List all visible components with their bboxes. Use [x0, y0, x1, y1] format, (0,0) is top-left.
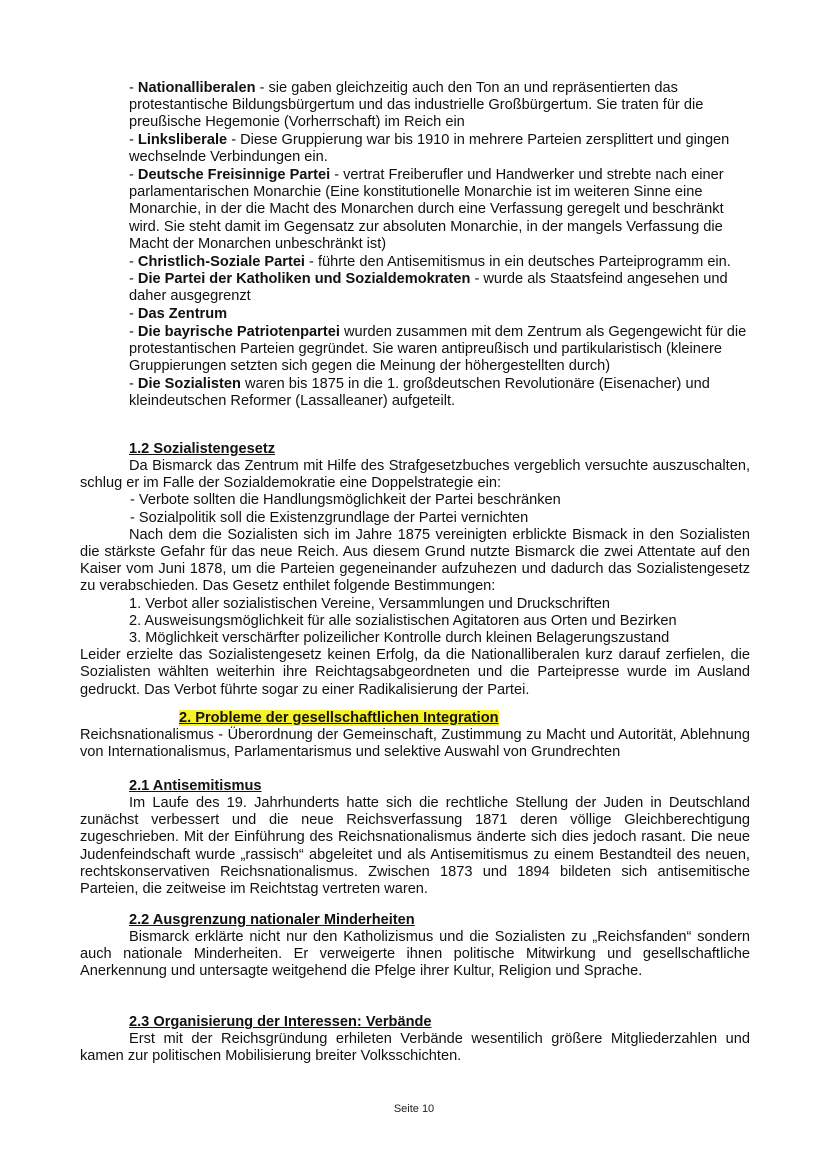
section-body: [80, 458, 750, 699]
party-list: [129, 80, 754, 411]
section-heading: [129, 1014, 432, 1031]
chapter-title: 2. Probleme der gesellschaftlichen Integration: [179, 710, 499, 726]
section-body: [80, 795, 750, 898]
section-body: [80, 727, 750, 761]
paragraph: Im Laufe des 19. Jahrhunderts hatte sich die rechtliche Stellung der Juden in Deutschland zunächst verbessert und die neue Reichsverfassung 1871 deren völlige Gleichberechtigung zugeschrieben. Mit der Einführung des Reichsnationalismus änderte sich dies jedoch rasant. Die neue Judenfeindschaft wurde „rassisch“ abgeleitet und als Antisemitismus zu einem Bestandteil des neuen, rechtskonservativen Reichsnationalismus. Zwischen 1873 und 1894 bildeten sich antisemitische Parteien, die zeitweise im Reichtstag vertreten waren.: [80, 795, 750, 898]
party-item: - Die Partei der Katholiken und Sozialdemokraten - wurde als Staatsfeind angesehen und daher ausgegrenzt: [129, 271, 728, 305]
section-body: [80, 1031, 750, 1065]
party-description: wurden zusammen mit dem Zentrum als Gegengewicht für die protestantischen Parteien gegründet. Sie waren antipreußisch und partikularistisch (kleinere Gruppierungen setzten sich gegen die Meinung der höhergestellten durch): [129, 323, 747, 375]
section-heading: [129, 778, 261, 795]
party-item: - Die Sozialisten waren bis 1875 in die 1. großdeutschen Revolutionäre (Eisenacher) und kleindeutschen Reformer (Lassalleaner) aufgeteilt.: [129, 375, 710, 410]
party-name: Die Partei der Katholiken und Sozialdemokraten: [137, 271, 471, 288]
party-description: - vertrat Freiberufler und Handwerker und strebte nach einer parlamentarischen Monarchie (Eine konstitutionelle Monarchie ist im weiteren Sinne eine Monarchie, in der die Macht des Monarchen durch eine Verfassung geregelt und beschränkt wird. Sie steht damit im Gegensatz zur absoluten Monarchie, in der mangels Verfassung die Macht der Monarchen unbeschränkt ist): [129, 167, 724, 252]
section-title: 2.2 Ausgrenzung nationaler Minderheiten: [129, 912, 415, 928]
party-item: - Nationalliberalen - sie gaben gleichzeitig auch den Ton an und repräsentierten das protestantische Bildungsbürgertum und das industrielle Großbürgertum. Sie traten für die preußische Hegemonie (Vorherrschaft) im Reich ein: [129, 80, 704, 131]
party-item: - Die bayrische Patriotenpartei wurden zusammen mit dem Zentrum als Gegengewicht für die protestantischen Parteien gegründet. Sie waren antipreußisch und partikularistisch (kleinere Gruppierungen setzten sich gegen die Meinung der höhergestellten durch): [129, 323, 747, 375]
party-name: Das Zentrum: [137, 306, 228, 323]
party-item: - Deutsche Freisinnige Partei - vertrat Freiberufler und Handwerker und strebte nach einer parlamentarischen Monarchie (Eine konstitutionelle Monarchie ist im weiteren Sinne eine Monarchie, in der die Macht des Monarchen durch eine Verfassung geregelt und beschränkt wird. Sie steht damit im Gegensatz zur absoluten Monarchie, in der mangels Verfassung die Macht der Monarchen unbeschränkt ist): [129, 167, 724, 252]
party-description: - wurde als Staatsfeind angesehen und daher ausgegrenzt: [129, 271, 728, 305]
party-item: - Linksliberale - Diese Gruppierung war bis 1910 in mehrere Parteien zersplittert und gingen wechselnde Verbindungen ein.: [129, 132, 730, 166]
numbered-item: 1. Verbot aller sozialistischen Vereine, Versammlungen und Druckschriften: [129, 595, 611, 612]
paragraph: Leider erzielte das Sozialistengesetz keinen Erfolg, da die Nationalliberalen kurz darauf zerfielen, die Sozialisten wählten weiterhin ihre Reichtagsabgeordneten und die Parteipresse wurde im Ausland gedruckt. Das Verbot führte sogar zu einer Radikalisierung der Partei.: [80, 647, 750, 698]
party-name: Linksliberale: [137, 132, 228, 149]
section-heading: [129, 441, 275, 458]
paragraph: Bismarck erklärte nicht nur den Katholizismus und die Sozialisten zu „Reichsfanden“ sondern auch nationale Minderheiten. Er verweigerte ihnen politische Mitwirkung und gesellschaftliche Anerkennung und untersagte weitgehend die Pfelge ihrer Kultur, Religion und Sprache.: [80, 929, 750, 980]
party-item: - Christlich-Soziale Partei - führte den Antisemitismus in ein deutsches Parteiprogramm ein.: [129, 253, 731, 270]
bullet-item: - Sozialpolitik soll die Existenzgrundlage der Partei vernichten: [130, 509, 529, 526]
paragraph: Reichsnationalismus - Überordnung der Gemeinschaft, Zustimmung zu Macht und Autorität, Ablehnung von Internationalismus, Parlamentarismus und selektive Auswahl von Grundrechten: [80, 727, 750, 761]
party-name: Die Sozialisten: [137, 375, 241, 392]
paragraph: Erst mit der Reichsgründung erhileten Verbände wesentilich größere Mitgliederzahlen und kamen zur politischen Mobilisierung breiter Volksschichten.: [80, 1031, 750, 1065]
bullet-item: - Verbote sollten die Handlungsmöglichkeit der Partei beschränken: [130, 492, 561, 509]
party-name: Nationalliberalen: [137, 80, 256, 96]
party-description: - führte den Antisemitismus in ein deutsches Parteiprogramm ein.: [305, 253, 731, 270]
party-description: - sie gaben gleichzeitig auch den Ton an und repräsentierten das protestantische Bildungsbürgertum und das industrielle Großbürgertum. Sie traten für die preußische Hegemonie (Vorherrschaft) im Reich ein: [129, 80, 704, 131]
page-number: Seite 10: [393, 1103, 435, 1115]
party-item: - Das Zentrum: [129, 306, 228, 323]
section-title: 1.2 Sozialistengesetz: [129, 441, 275, 457]
party-description: waren bis 1875 in die 1. großdeutschen Revolutionäre (Eisenacher) und kleindeutschen Reformer (Lassalleaner) aufgeteilt.: [129, 375, 710, 410]
party-name: Christlich-Soziale Partei: [137, 253, 305, 270]
section-title: 2.1 Antisemitismus: [129, 778, 262, 794]
section-body: [80, 929, 750, 981]
section-heading: [129, 912, 415, 929]
numbered-item: 2. Ausweisungsmöglichkeit für alle sozialistischen Agitatoren aus Orten und Bezirken: [129, 612, 677, 629]
chapter-heading: [179, 710, 499, 727]
paragraph: Da Bismarck das Zentrum mit Hilfe des Strafgesetzbuches vergeblich versuchte auszuschalten, schlug er im Falle der Sozialdemokratie eine Doppelstrategie ein:: [80, 458, 750, 492]
numbered-item: 3. Möglichkeit verschärfter polizeilicher Kontrolle durch kleinen Belagerungszustand: [129, 630, 670, 647]
party-name: Deutsche Freisinnige Partei: [137, 167, 331, 184]
party-name: Die bayrische Patriotenpartei: [137, 323, 340, 340]
party-description: - Diese Gruppierung war bis 1910 in mehrere Parteien zersplittert und gingen wechselnde Verbindungen ein.: [129, 132, 730, 166]
section-title: 2.3 Organisierung der Interessen: Verbände: [129, 1014, 432, 1030]
paragraph: Nach dem die Sozialisten sich im Jahre 1875 vereinigten erblickte Bismack in den Sozialisten die stärkste Gefahr für das neue Reich. Aus diesem Grund nutzte Bismarck die zwei Attentate auf den Kaiser vom Juni 1878, um die Parteien gegeneinander aufzuhezen und dadurch das Sozialistengesetz zu verabschieden. Das Gesetz enthilet folgende Bestimmungen:: [80, 526, 750, 595]
